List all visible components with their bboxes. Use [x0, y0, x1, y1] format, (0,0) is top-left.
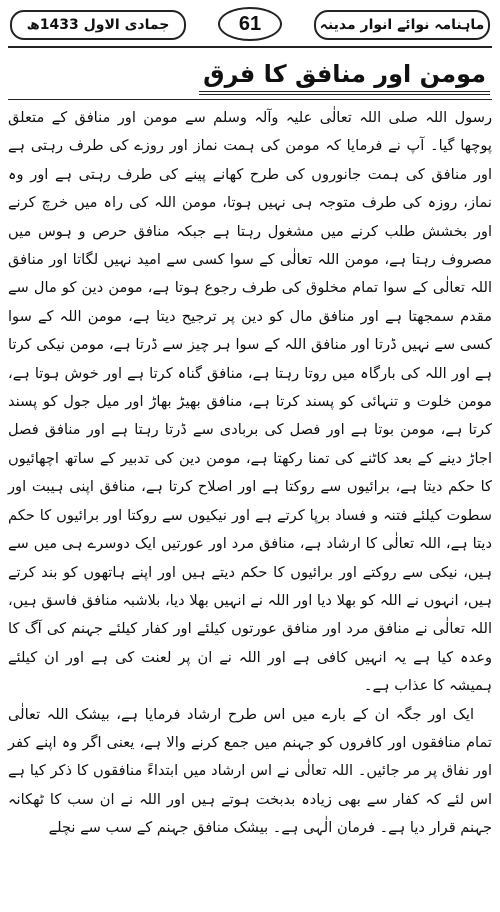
magazine-name: ماہنامہ نوائے انوار مدینہ — [314, 10, 490, 40]
title-divider — [8, 99, 492, 100]
article-paragraph-1: رسول اللہ صلی اللہ تعالٰی علیہ وآلہ وسلم سے مومن اور منافق کے متعلق پوچھا گیا۔ آپ نے فرمایا کہ مومن کی ہمت نماز اور روزے کی طرف رہتی ہے اور منافق کی ہمت جانوروں کی طرح کھانے پینے کی طرف رہتی ہے اور وہ نماز، روزہ کی طرف متوجہ ہی نہیں ہوتا، مومن اللہ کی راہ میں خرچ کرنے اور بخشش طلب کرنے میں مشغول رہتا ہے جبکہ منافق حرص و ہوس میں مصروف رہتا ہے، مومن اللہ تعالٰی کے سوا کسی سے امید نہیں لگاتا اور منافق اللہ تعالٰی کے سوا تمام مخلوق کی طرف رجوع ہوتا ہے، مومن دین کو مال سے مقدم سمجھتا ہے اور منافق مال کو دین پر ترجیح دیتا ہے، مومن اللہ کے سوا کسی سے نہیں ڈرتا اور منافق اللہ کے سوا ہر چیز سے ڈرتا ہے، مومن نیکی کرتا ہے اور اللہ کی بارگاہ میں روتا رہتا ہے، منافق گناہ کرتا ہے اور خوش ہوتا ہے، مومن خلوت و تنہائی کو پسند کرتا ہے، منافق بھیڑ بھاڑ اور میل جول کو پسند کرتا ہے، مومن بوتا ہے اور فصل کی بربادی سے ڈرتا رہتا ہے اور منافق فصل اجاڑ دینے کے بعد کاٹنے کی تمنا رکھتا ہے، مومن دین کی تدبیر کے ساتھ اچھائیوں کا حکم دیتا ہے، برائیوں سے روکتا ہے اور اصلاح کرتا ہے، منافق اپنی ہیبت اور سطوت کیلئے فتنہ و فساد برپا کرتے ہے اور نیکیوں سے روکتا اور برائیوں کا حکم دیتا ہے، اللہ تعالٰی کا ارشاد ہے، منافق مرد اور عورتیں ایک دوسرے ہی میں سے ہیں، نیکی سے روکتے اور برائیوں کا حکم دیتے ہیں اور اپنے ہاتھوں کو بند کرتے ہیں، انہوں نے اللہ کو بھلا دیا اور اللہ نے انہیں بھلا دیا، بلاشبہ منافق فاسق ہیں، اللہ تعالٰی نے منافق مرد اور منافق عورتوں کیلئے اور کفار کیلئے جہنم کی آگ کا وعدہ کیا ہے یہ انہیں کافی ہے اور اللہ نے ان پر لعنت کی ہے اور ان کیلئے ہمیشہ کا عذاب ہے۔ — [8, 109, 492, 695]
header-divider — [8, 46, 492, 48]
article-title: مومن اور منافق کا فرق — [199, 60, 490, 95]
page-number: 61 — [218, 7, 282, 41]
article-paragraph-2: ایک اور جگہ ان کے بارے میں اس طرح ارشاد فرمایا ہے، بیشک اللہ تعالٰی تمام منافقوں اور کافروں کو جہنم میں جمع کرنے والا ہے، یعنی اگر وہ اپنے کفر اور نفاق پر مر جائیں۔ اللہ تعالٰی نے اس ارشاد میں ابتداءً منافقوں کا ذکر کیا ہے اس لئے کہ کفار سے بھی زیادہ بدبخت ہوتے ہیں اور اللہ نے ان سب کا ٹھکانہ جہنم قرار دیا ہے۔ فرمان الٰہی ہے۔ بیشک منافق جہنم کے سب سے نچلے — [8, 705, 492, 837]
article-title-box — [199, 60, 490, 95]
page-header — [8, 6, 492, 40]
article-body — [8, 104, 492, 843]
issue-date: جمادی الاول 1433ھ — [10, 10, 186, 40]
